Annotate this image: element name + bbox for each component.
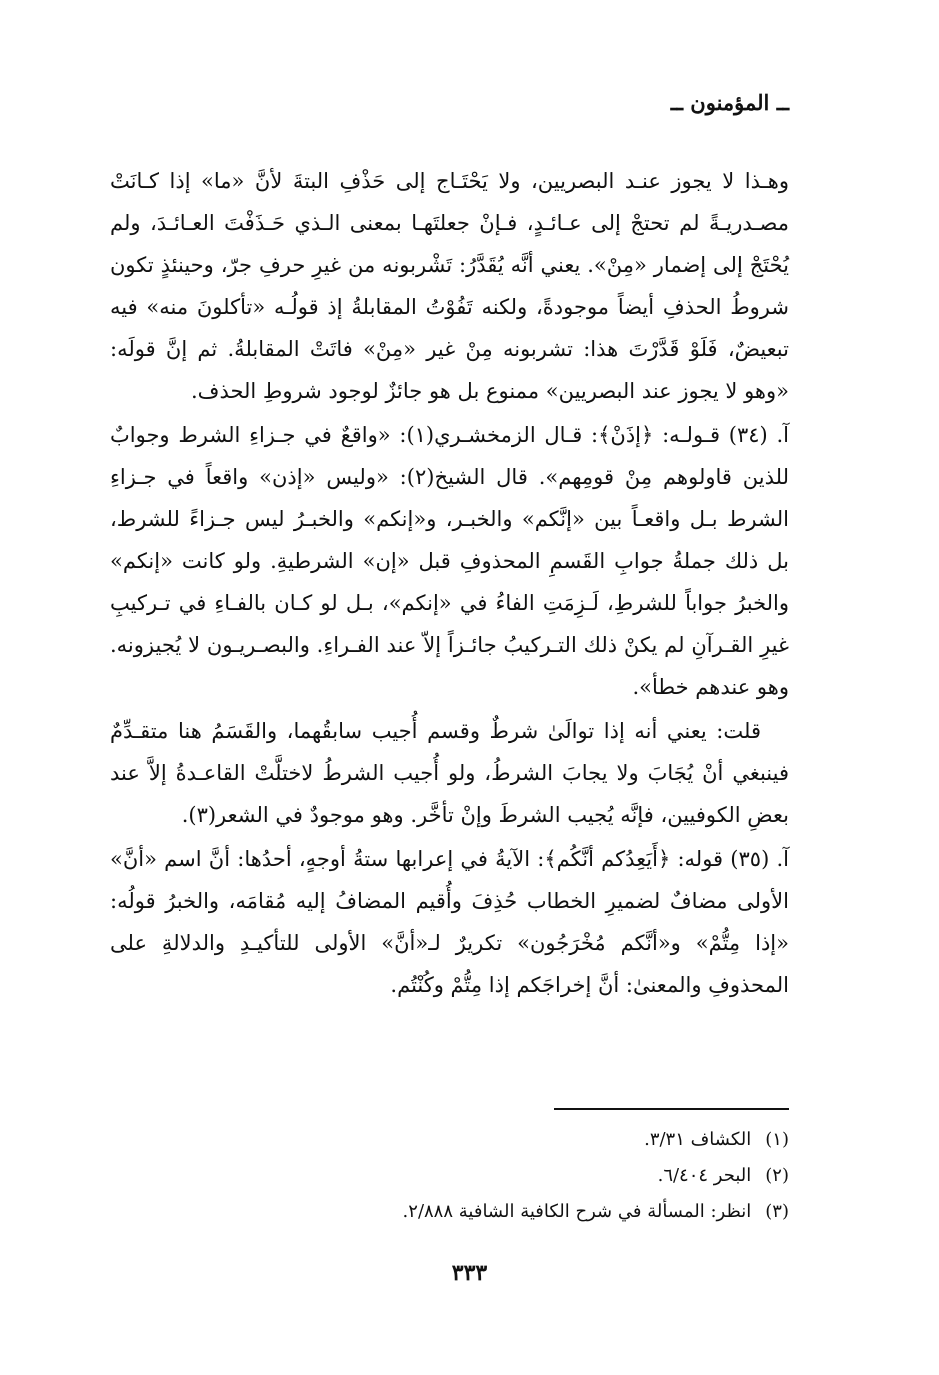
footnote-number: (٣) [765, 1201, 789, 1222]
footnote-3 [150, 1194, 789, 1230]
footnote-number: (١) [765, 1129, 789, 1150]
footnote-text: الكشاف ٣/٣١. [644, 1129, 752, 1150]
footnote-1 [150, 1122, 789, 1158]
main-text [110, 160, 789, 1006]
footnote-text: البحر ٦/٤٠٤. [657, 1165, 752, 1186]
running-head: ــ المؤمنون ــ [670, 90, 789, 115]
paragraph-1: وهـذا لا يجوز عنـد البصريين، ولا يَحْتَـاج إلى حَذْفِ البتةَ لأنَّ «ما» إذا كـانَتْ مصـدريـةً لم تحتجْ إلى عـائـدٍ، فـإنْ جعلتَهـا بمعنى الـذي حَـذَفْتَ العـائـدَ، ولم يُحْتَجْ إلى إضمار «مِنْ». يعني أنَّه يُقَدَّرُ: تَشْربونه من غيرِ حرفِ جرّ، وحينئذٍ تكون شروطُ الحذفِ أيضاً موجودةً، ولكنه تَفُوْتُ المقابلةُ إذ قولُـه «تأكلونَ منه» فيه تبعيضٌ، فَلَوْ قَدَّرْتَ هذا: تشربونه مِنْ غير «مِنْ» فاتَتْ المقابلةُ. ثم إنَّ قولَه: «وهو لا يجوز عند البصريين» ممنوع بل هو جائزٌ لوجود شروطِ الحذف. [110, 169, 789, 403]
footnote-2 [150, 1158, 789, 1194]
footnote-number: (٢) [765, 1165, 789, 1186]
footnote-text: انظر: المسألة في شرح الكافية الشافية ٢/٨٨٨. [402, 1201, 752, 1222]
footnotes [150, 1122, 789, 1230]
paragraph-commentary: قلت: يعني أنه إذا توالَىٰ شرطٌ وقسم أُجيب سابقُهما، والقَسَمُ هنا متقـدِّمٌ فينبغي أنْ يُجَابَ ولا يجابَ الشرطُ، ولو أُجيب الشرطُ لاختلَّتْ القاعـدةُ إلاَّ عند بعضِ الكوفيين، فإنَّه يُجيب الشرطَ وإنْ تأخَّر. وهو موجودٌ في الشعر(٣). [110, 719, 789, 827]
paragraph-verse-34: آ. (٣٤) قـولـه: ﴿إذَنْ﴾: قـال الزمخشـري(١): «واقعٌ في جـزاءِ الشرط وجوابٌ للذين قاولوهم مِنْ قومِهم». قال الشيخ(٢): «وليس «إذن» واقعاً في جـزاءِ الشرط بـل واقعـاً بين «إنَّكم» والخبـر، و«إنكم» والخبـرُ ليس جـزاءً للشرط، بل ذلك جملةُ جوابِ القَسمِ المحذوفِ قبل «إن» الشرطيةِ. ولو كانت «إنكم» والخبرُ جواباً للشرطِ، لَـزِمَتِ الفاءُ في «إنكم»، بـل لو كـان بالفـاءِ في تـركيبِ غيرِ القـرآنِ لم يكنْ ذلك التـركيبُ جائـزاً إلاّ عند الفـراءِ. والبصـريـون لا يُجيزونه. وهو عندهم خطأ». [110, 423, 789, 699]
paragraph-verse-35: آ. (٣٥) قوله: ﴿أَيَعِدُكم أنَّكُم﴾: الآيةُ في إعرابها ستةُ أوجهٍ، أحدُها: أنَّ اسم «أنَّ» الأولى مضافٌ لضميرِ الخطاب حُذِفَ وأُقيم المضافُ إليه مُقامَه، والخبرُ قولُه: «إذا مِتُّمْ» و«أنَّكم مُخْرَجُون» تكريرٌ لـ«أنَّ» الأولى للتأكيـدِ والدلالةِ على المحذوفِ والمعنىٰ: أنَّ إخراجَكم إذا مِتُّمْ وكُنْتُم. [110, 847, 789, 997]
footnote-divider [554, 1108, 789, 1110]
page-number: ٣٣٣ [451, 1260, 488, 1286]
